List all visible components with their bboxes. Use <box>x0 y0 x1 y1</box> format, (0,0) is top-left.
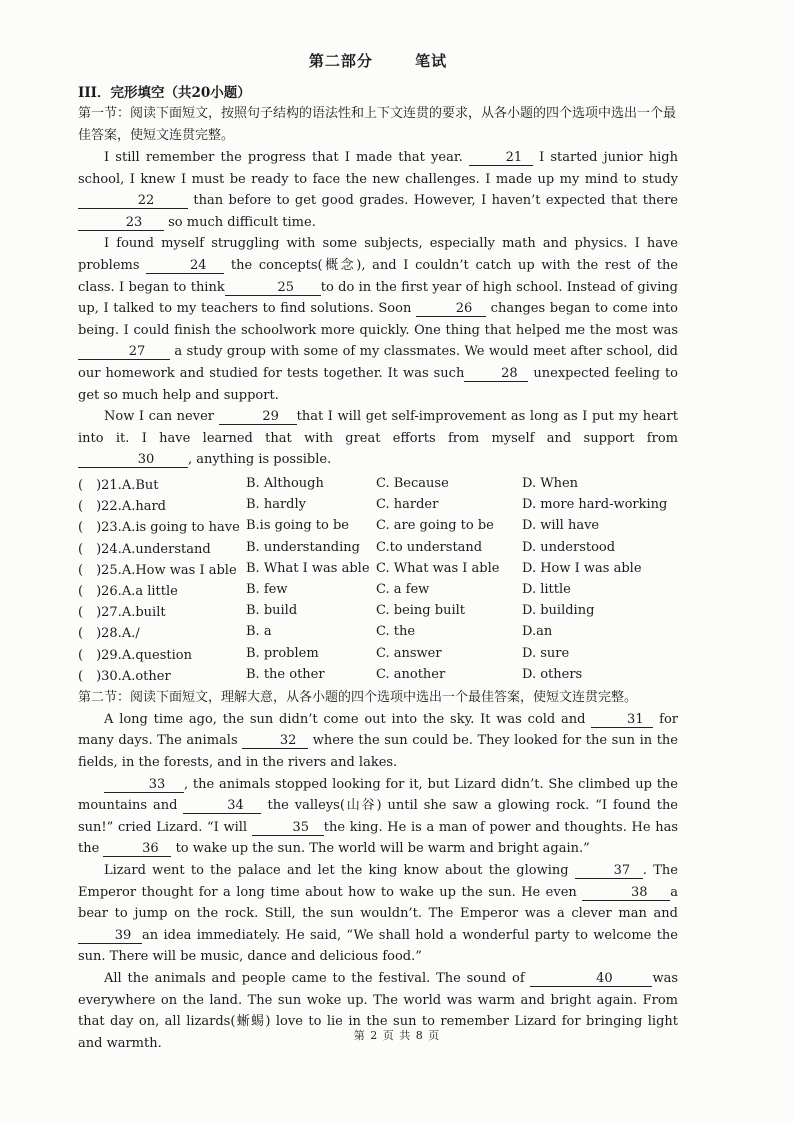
option-c[interactable]: C. being built <box>376 603 465 619</box>
option-d[interactable]: D. little <box>522 581 571 597</box>
option-b[interactable]: B. hardly <box>246 497 306 513</box>
question-row <box>78 579 678 600</box>
question-row <box>78 558 678 579</box>
option-c[interactable]: C. What was I able <box>376 560 500 576</box>
option-d[interactable]: D. understood <box>522 539 616 555</box>
blank-35[interactable]: 35 <box>252 821 324 836</box>
option-b[interactable]: B. the other <box>246 666 325 682</box>
exam-page <box>78 50 678 1054</box>
blank-39[interactable]: 39 <box>78 929 142 944</box>
blank-25[interactable]: 25 <box>225 281 321 296</box>
option-b[interactable]: B. build <box>246 603 298 619</box>
option-b[interactable]: B. a <box>246 624 272 640</box>
option-a[interactable]: ( )21.A.But <box>78 478 159 493</box>
question-row <box>78 642 678 663</box>
test-label: 笔试 <box>415 52 448 70</box>
question-row <box>78 536 678 557</box>
blank-26[interactable]: 26 <box>416 302 486 317</box>
blank-27[interactable]: 27 <box>78 345 170 360</box>
option-a[interactable]: ( )26.A.a little <box>78 583 178 599</box>
part-label: 第二部分 <box>308 52 373 70</box>
options-table <box>78 473 678 685</box>
passage2-paragraph: All the animals and people came to the festival. The sound of 40 was everywhere on the land. The sun woke up. The world was warm and bright again. From that day on, all lizards(蜥蜴) love to lie in the sun to remember Lizard for bringing light and warmth. <box>78 970 678 1051</box>
option-a[interactable]: ( )27.A.built <box>78 605 166 621</box>
blank-37[interactable]: 37 <box>575 864 643 879</box>
question-row <box>78 494 678 515</box>
blank-33[interactable]: 33 <box>104 778 184 793</box>
blank-34[interactable]: 34 <box>183 799 261 814</box>
option-c[interactable]: C. a few <box>376 581 430 597</box>
blank-28[interactable]: 28 <box>464 367 528 382</box>
blank-29[interactable]: 29 <box>219 410 297 425</box>
option-c[interactable]: C. harder <box>376 497 439 513</box>
option-b[interactable]: B. Although <box>246 476 324 491</box>
passage2-paragraph: 33 , the animals stopped looking for it, but Lizard didn’t. She climbed up the mountains and 34 the valleys(山谷) until she saw a glowing rock. “I found the sun!” cried Lizard. “I will 35 the king. He is a man of power and thoughts. He has the 36 to wake up the sun. The world will be warm and bright again.” <box>78 776 679 857</box>
question-row <box>78 600 678 621</box>
option-d[interactable]: D. more hard-working <box>522 497 668 513</box>
part2-instruction: 第二节：阅读下面短文，理解大意，从各小题的四个选项中选出一个最佳答案，使短文连贯完整。 <box>78 689 638 705</box>
option-a[interactable]: ( )22.A.hard <box>78 499 166 515</box>
blank-22[interactable]: 22 <box>78 194 188 209</box>
passage2-paragraph: Lizard went to the palace and let the king know about the glowing 37 . The Emperor thought for a long time about how to wake up the sun. He even 38 a bear to jump on the rock. Still, the sun wouldn’t. The Emperor was a clever man and 39 an idea immediately. He said, “We shall hold a wonderful party to welcome the sun. There will be music, dance and delicious food.” <box>78 862 678 965</box>
option-d[interactable]: D. How I was able <box>522 560 642 576</box>
option-b[interactable]: B. problem <box>246 645 319 661</box>
option-b[interactable]: B. understanding <box>246 539 360 555</box>
option-d[interactable]: D. will have <box>522 518 600 534</box>
option-d[interactable]: D. others <box>522 666 583 682</box>
option-d[interactable]: D.an <box>522 624 553 640</box>
blank-30[interactable]: 30 <box>78 453 188 468</box>
part-title <box>78 50 678 71</box>
option-d[interactable]: D. building <box>522 603 595 619</box>
option-d[interactable]: D. When <box>522 476 579 491</box>
option-d[interactable]: D. sure <box>522 645 570 661</box>
option-a[interactable]: ( )29.A.question <box>78 647 192 663</box>
question-row <box>78 664 678 685</box>
page-number: 第 2 页 共 8 页 <box>353 1029 441 1042</box>
option-a[interactable]: ( )30.A.other <box>78 668 171 684</box>
blank-21[interactable]: 21 <box>469 151 533 166</box>
option-c[interactable]: C. answer <box>376 645 442 661</box>
question-row <box>78 473 678 494</box>
option-a[interactable]: ( )28.A./ <box>78 626 140 642</box>
blank-40[interactable]: 40 <box>530 972 652 987</box>
blank-23[interactable]: 23 <box>78 216 164 231</box>
blank-31[interactable]: 31 <box>591 713 653 728</box>
option-c[interactable]: C. Because <box>376 476 449 491</box>
passage2-paragraph: A long time ago, the sun didn’t come out into the sky. It was cold and 31 for many days. The animals 32 where the sun could be. They looked for the sun in the fields, in the forests, and in the rivers and lakes. <box>78 711 678 770</box>
option-c[interactable]: C. are going to be <box>376 518 494 534</box>
passage1-paragraph: Now I can never 29 that I will get self-improvement as long as I put my heart into it. I have learned that with great efforts from myself and support from 30 , anything is possible. <box>78 409 678 468</box>
option-a[interactable]: ( )23.A.is going to have <box>78 520 240 536</box>
option-b[interactable]: B. What I was able <box>246 560 370 576</box>
blank-38[interactable]: 38 <box>582 886 670 901</box>
option-c[interactable]: C. the <box>376 624 416 640</box>
option-a[interactable]: ( )24.A.understand <box>78 541 211 557</box>
blank-36[interactable]: 36 <box>103 842 171 857</box>
option-c[interactable]: C.to understand <box>376 539 483 555</box>
option-b[interactable]: B. few <box>246 581 288 597</box>
option-a[interactable]: ( )25.A.How was I able <box>78 562 237 578</box>
question-row <box>78 621 678 642</box>
part1-instruction: 第一节：阅读下面短文，按照句子结构的语法性和上下文连贯的要求，从各小题的四个选项中选出一个最佳答案，使短文连贯完整。 <box>78 106 677 143</box>
question-row <box>78 515 678 536</box>
passage1-paragraph: I found myself struggling with some subjects, especially math and physics. I have problems 24 the concepts(概念), and I couldn’t catch up with the rest of the class. I began to think 25 to do in the first year of high school. Instead of giving up, I talked to my teachers to find solutions. Soon 26 changes began to come into being. I could finish the schoolwork more quickly. One thing that helped me the most was 27 a study group with some of my classmates. We would meet after school, did our homework and studied for tests together. It was such 28 unexpected feeling to get so much help and support. <box>78 236 679 403</box>
option-b[interactable]: B.is going to be <box>246 518 349 534</box>
section-title: III．完形填空（共20小题） <box>78 85 251 101</box>
option-c[interactable]: C. another <box>376 666 446 682</box>
blank-24[interactable]: 24 <box>146 259 224 274</box>
blank-32[interactable]: 32 <box>242 734 308 749</box>
passage1-paragraph: I still remember the progress that I made that year. 21 I started junior high school, I knew I must be ready to face the new challenges. I made up my mind to study 22 than before to get good grades. However, I haven’t expected that there 23 so much difficult time. <box>78 150 678 230</box>
